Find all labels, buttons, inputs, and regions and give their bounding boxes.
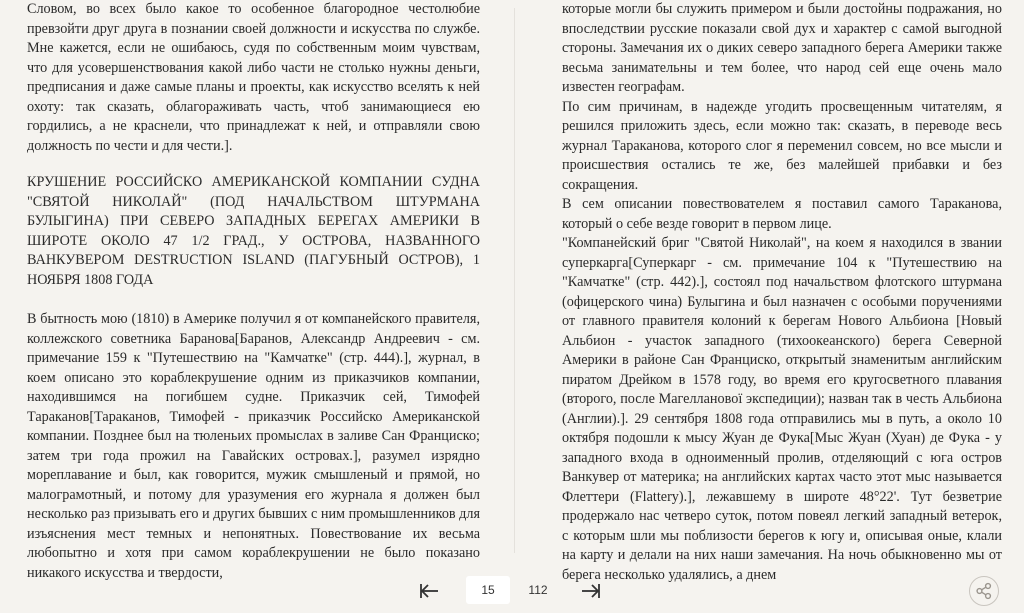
right-paragraph-3: В сем описании повествователем я поставил самого Тараканова, который о себе везде говорит в первом лице. [562, 196, 1002, 232]
left-paragraph-1: Словом, во всех было какое то особенное благородное честолюбие превзойти друг друга в познании своей должности и искусства по службе. Мне кажется, если не ошибаюсь, судя по собственным моим чувствам, что для усовершенствования какой либо части не столько нужны деньги, предписания и даже самые планы и проекты, как искусство вселять к ней охоту: так сказать, облагораживать часть, чтоб занимающиеся ею гордились, а не краснели, что принадлежат к ней, и отправляли свою должность по чести и для чести.]. [27, 1, 480, 154]
pagination-bar [0, 576, 1024, 606]
right-page [562, 0, 1002, 583]
left-paragraph-2: В бытность мою (1810) в Америке получил я от компанейского правителя, коллежского советника Баранова[Баранов, Александр Андреевич - см. примечание 159 к "Путешествию на "Камчатке" (стр. 444).], журнал, в коем описано это кораблекрушение одним из приказчиков компании, находившимся на погибшем судне. Приказчик сей, Тимофей Тараканов[Тараканов, Тимофей - приказчик Российско Американской компании. Позднее был на тюленьих промыслах в заливе Сан Франциско; затем три года прожил на Гавайских островах.], разумел изрядно мореплавание и был, как говорится, мужик смышленый и прямой, но малограмотный, и потому для уразумения его журнала я должен был несколько раз призывать его и других бывших с ним промышленников для изъяснения мест темных и непонятных. Повествование их весьма любопытно и хотя при самом кораблекрушении не было показано никакого искусства и твердости, [27, 311, 481, 581]
current-page-input[interactable]: 15 [466, 576, 510, 604]
right-paragraph-1: которые могли бы служить примером и были достойны подражания, но впоследствии русские показали свой дух и характер с самой выгодной стороны. Замечания их о диких северо западного берега Америки также весьма занимательны и тем более, что народ сей еще очень мало известен географам. [562, 1, 1002, 95]
last-page-arrow-icon[interactable] [577, 578, 603, 604]
share-button[interactable] [969, 576, 999, 606]
share-icon [975, 582, 993, 600]
right-paragraph-2: По сим причинам, в надежде угодить просвещенным читателям, я решился приложить здесь, если можно так: сказать, в переводе весь журнал Тараканова, которого слог я переменил совсем, но все мысли и происшествия остались те же, без малейшей прибавки и без сокращения. [562, 98, 1002, 193]
total-pages: 112 [528, 583, 548, 597]
page-divider [514, 8, 515, 553]
chapter-title: КРУШЕНИЕ РОССИЙСКО АМЕРИКАНСКОЙ КОМПАНИИ СУДНА "СВЯТОЙ НИКОЛАЙ" (ПОД НАЧАЛЬСТВОМ ШТУРМАНА БУЛЫГИНА) ПРИ СЕВЕРО ЗАПАДНЫХ БЕРЕГАХ АМЕРИКИ В ШИРОТЕ ОКОЛО 47 1/2 ГРАД., У ОСТРОВА, НАЗВАННОГО ВАНКУВЕРОМ DESTRUCTION ISLAND (ПАГУБНЫЙ ОСТРОВ), 1 НОЯБРЯ 1808 ГОДА [27, 174, 480, 288]
left-page [27, 0, 481, 581]
right-paragraph-4: "Компанейский бриг "Святой Николай", на коем я находился в звании суперкарга[Суперкарг - см. примечание 104 к "Путешествию на "Камчатке" (стр. 442).], состоял под начальством флотского штурмана (офицерского чина) Булыгина и был назначен с особыми поручениями от главного правителя колоний к берегам Нового Альбиона [Новый Альбион - участок западного (тихоокеанского) берега Северной Америки в районе Сан Франциско, открытый знаменитым английским пиратом Дрейком в 1578 году, во время его кругосветного плавания (второго, после Магелланової экспедиции); назван так в честь Альбиона (Англии).]. 29 сентября 1808 года отправились мы в путь, а около 10 октября подошли к мысу Жуан де Фука[Мыс Жуан (Хуан) де Фука - у западного входа в одноименный пролив, отделяющий с юга остров Ванкувер от материка; на английских картах часто этот мыс называется Флеттери (Flattery).], лежавшему в широте 48°22'. Тут безветрие продержало нас четверо суток, потом повеял легкий западный ветерок, с которым шли мы поблизости берегов к югу и, описывая оные, клали на карту и делали на них наши замечания. На ночь обыкновенно мы от берега несколько удалялись, а днем [562, 235, 1002, 583]
first-page-arrow-icon[interactable] [417, 578, 443, 604]
